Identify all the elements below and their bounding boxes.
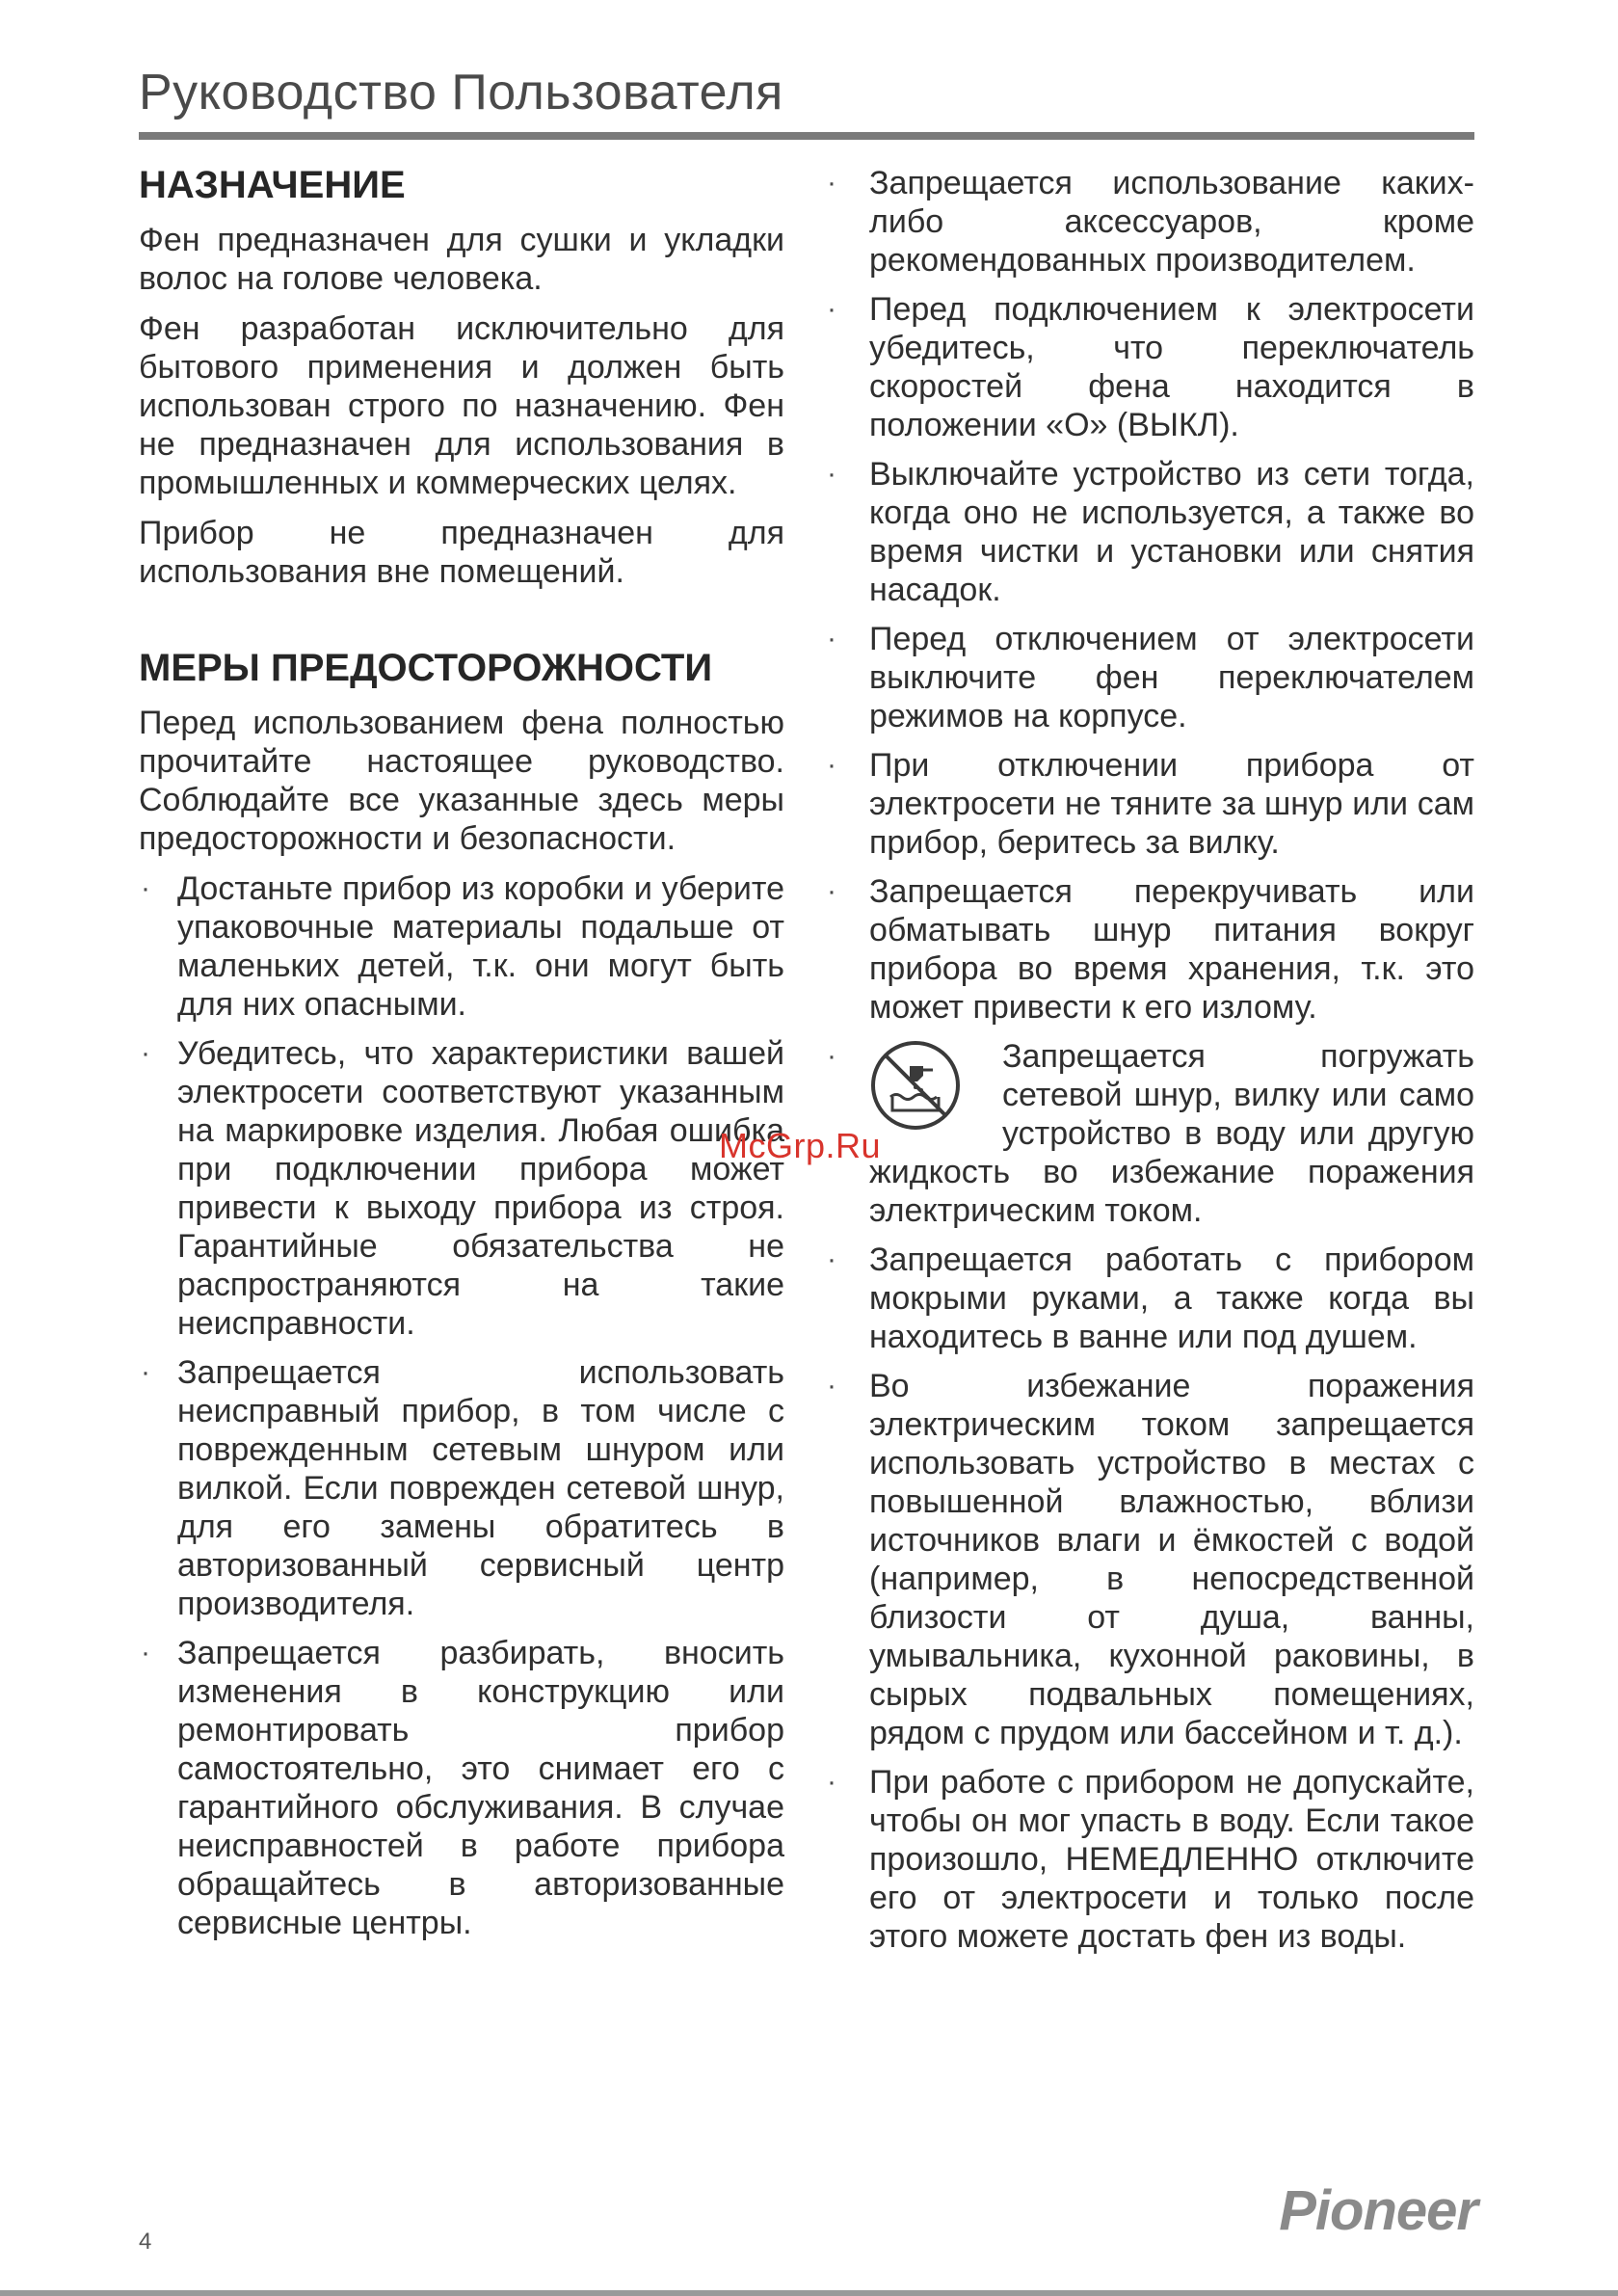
purpose-paragraph-1: Фен предназначен для сушки и укладки волос на голове человека. bbox=[139, 222, 784, 297]
bullet-dot: · bbox=[827, 749, 836, 781]
purpose-paragraph-2: Фен разработан исключительно для бытового применения и должен быть использован строго по назначению. Фен не предназначен для использования в промышленных и коммерческих целях. bbox=[139, 310, 784, 501]
list-item-text: Запрещается перекручивать или обматывать шнур питания вокруг прибора во время хранения, т.к. это может привести к его излому. bbox=[869, 873, 1474, 1026]
list-item bbox=[827, 1763, 1474, 1956]
list-item bbox=[827, 164, 1474, 280]
brand-logo: Pioneer bbox=[1279, 2179, 1477, 2242]
bullet-dot: · bbox=[141, 872, 150, 904]
bullet-dot: · bbox=[827, 167, 836, 199]
list-item-text: Достаньте прибор из коробки и уберите упаковочные материалы подальше от маленьких детей, т.к. они могут быть для них опасными. bbox=[177, 870, 784, 1023]
list-item-text: Запрещается погружать сетевой шнур, вилку или само устройство в воду или другую жидкость во избежание поражения электрическим током. bbox=[869, 1038, 1474, 1229]
bullet-dot: · bbox=[827, 875, 836, 907]
list-item bbox=[827, 1241, 1474, 1356]
bullet-dot: · bbox=[827, 1040, 836, 1072]
list-item bbox=[139, 1634, 784, 1942]
bullet-dot: · bbox=[827, 623, 836, 654]
list-item-text: При работе с прибором не допускайте, чтобы он мог упасть в воду. Если такое произошло, НЕМЕДЛЕННО отключите его от электросети и только после этого можете достать фен из воды. bbox=[869, 1764, 1474, 1955]
bottom-divider bbox=[0, 2290, 1618, 2296]
bullet-dot: · bbox=[827, 1243, 836, 1275]
section-heading-precautions: МЕРЫ ПРЕДОСТОРОЖНОСТИ bbox=[139, 647, 713, 689]
precautions-list-right bbox=[827, 164, 1474, 1956]
list-item bbox=[827, 455, 1474, 609]
list-item-text: Убедитесь, что характеристики вашей электросети соответствуют указанным на маркировке изделия. Любая ошибка при подключении прибора может привести к выходу прибора из строя. Гарантийные обязательства не распространяются на такие неисправности. bbox=[177, 1035, 784, 1342]
page-header-title: Руководство Пользователя bbox=[139, 65, 783, 120]
list-item-text: Запрещается использование каких-либо аксессуаров, кроме рекомендованных производителем. bbox=[869, 165, 1474, 279]
list-item bbox=[827, 746, 1474, 862]
bullet-dot: · bbox=[141, 1637, 150, 1669]
list-item bbox=[827, 1037, 1474, 1230]
bullet-dot: · bbox=[141, 1037, 150, 1069]
no-water-immersion-icon bbox=[867, 1037, 993, 1143]
purpose-paragraph-3: Прибор не предназначен для использования вне помещений. bbox=[139, 515, 784, 590]
list-item bbox=[827, 290, 1474, 444]
list-item-text: Запрещается разбирать, вносить изменения в конструкцию или ремонтировать прибор самостоятельно, это снимает его с гарантийного обслуживания. В случае неисправностей в работе прибора обращайтесь в авторизованные сервисные центры. bbox=[177, 1635, 784, 1941]
list-item bbox=[827, 620, 1474, 735]
list-item-text: Запрещается работать с прибором мокрыми руками, а также когда вы находитесь в ванне или под душем. bbox=[869, 1241, 1474, 1355]
list-item-text: При отключении прибора от электросети не тяните за шнур или сам прибор, беритесь за вилку. bbox=[869, 747, 1474, 861]
list-item-text: Перед подключением к электросети убедитесь, что переключатель скоростей фена находится в положении «О» (ВЫКЛ). bbox=[869, 291, 1474, 443]
list-item bbox=[827, 872, 1474, 1027]
list-item bbox=[827, 1367, 1474, 1752]
bullet-dot: · bbox=[827, 1766, 836, 1798]
bullet-dot: · bbox=[827, 458, 836, 490]
bullet-dot: · bbox=[827, 1370, 836, 1402]
bullet-dot: · bbox=[827, 293, 836, 325]
list-item bbox=[139, 1034, 784, 1343]
list-item bbox=[139, 1353, 784, 1623]
header-divider bbox=[139, 132, 1474, 140]
list-item-text: Во избежание поражения электрическим током запрещается использовать устройство в местах с повышенной влажностью, вблизи источников влаги и ёмкостей с водой (например, в непосредственной близости от душа, ванны, умывальника, кухонной раковины, в сырых подвальных помещениях, рядом с прудом или бассейном и т. д.). bbox=[869, 1368, 1474, 1751]
precautions-intro: Перед использованием фена полностью прочитайте настоящее руководство. Соблюдайте все указанные здесь меры предосторожности и безопасности. bbox=[139, 705, 784, 857]
watermark: McGrp.Ru bbox=[719, 1126, 882, 1165]
left-column bbox=[139, 164, 784, 1953]
list-item-text: Перед отключением от электросети выключите фен переключателем режимов на корпусе. bbox=[869, 621, 1474, 734]
right-column bbox=[827, 164, 1474, 1966]
list-item bbox=[139, 869, 784, 1024]
bullet-dot: · bbox=[141, 1356, 150, 1388]
list-item-text: Запрещается использовать неисправный прибор, в том числе с поврежденным сетевым шнуром или вилкой. Если поврежден сетевой шнур, для его замены обратитесь в авторизованный сервисный центр производителя. bbox=[177, 1354, 784, 1622]
page-number: 4 bbox=[139, 2229, 152, 2255]
section-heading-purpose: НАЗНАЧЕНИЕ bbox=[139, 164, 406, 206]
precautions-list-left bbox=[139, 869, 784, 1942]
list-item-text: Выключайте устройство из сети тогда, когда оно не используется, а также во время чистки и установки или снятия насадок. bbox=[869, 456, 1474, 608]
